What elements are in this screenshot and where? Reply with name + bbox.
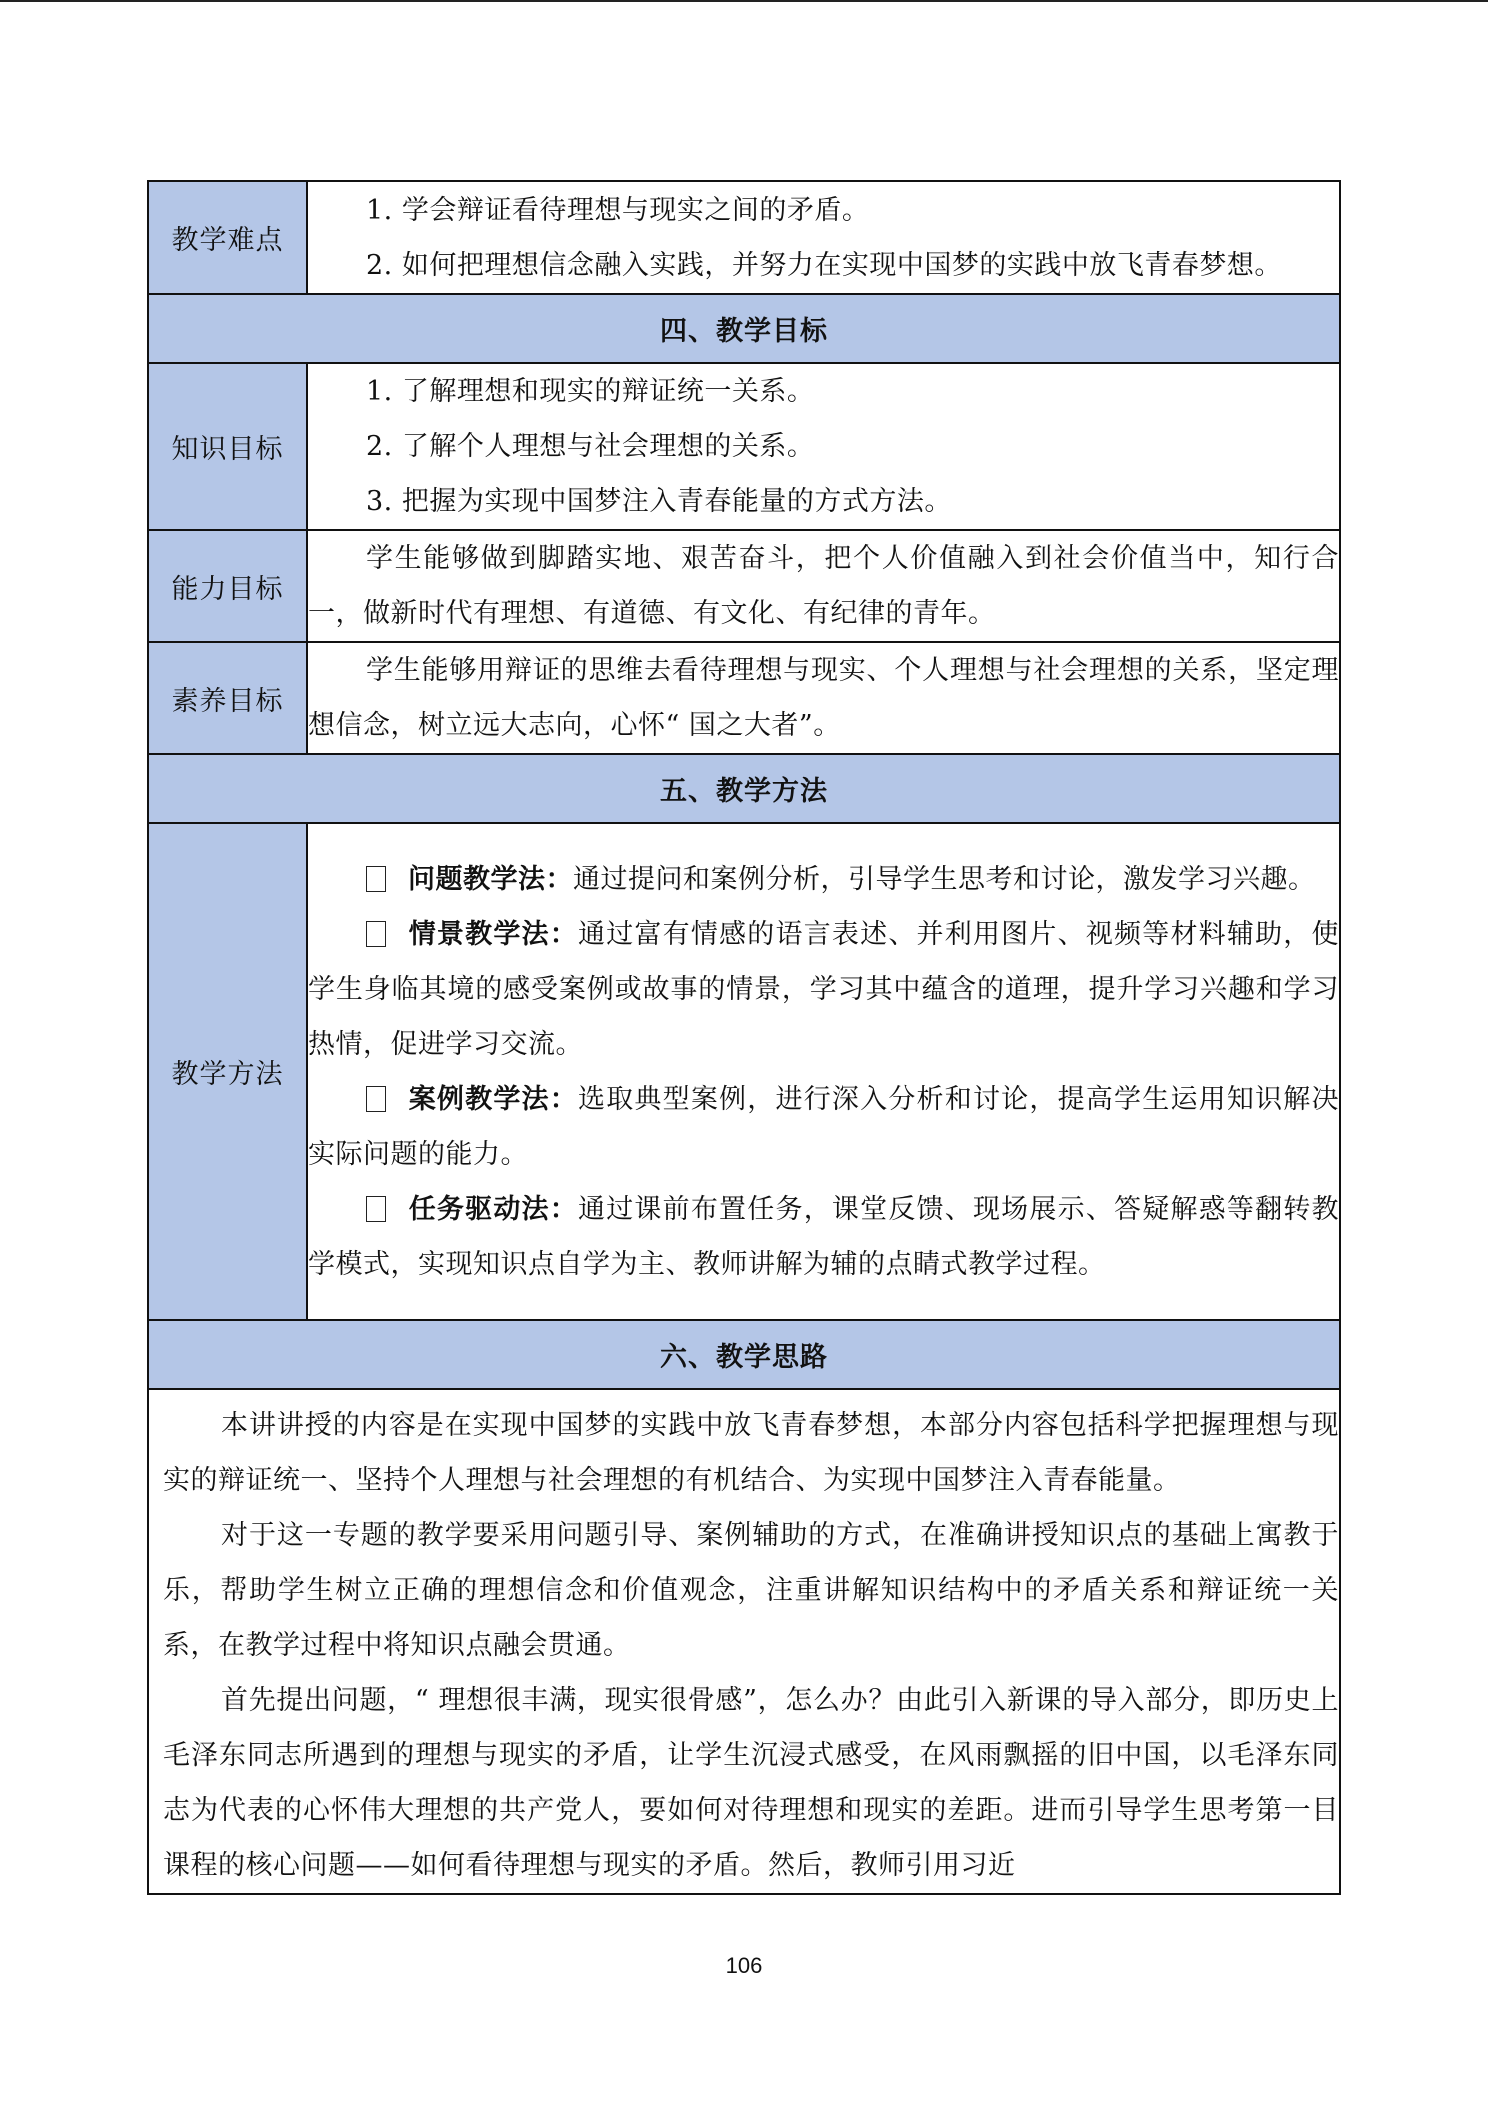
row-section-6 (148, 1320, 1340, 1389)
method-description: 选取典型案例，进行深入分析和讨论，提高学生运用知识解决实际问题的能力。 (308, 1083, 1340, 1170)
cell-teaching-difficulty (307, 181, 1340, 294)
approach-paragraph-2: 对于这一专题的教学要采用问题引导、案例辅助的方式，在准确讲授知识点的基础上寓教于乐，帮助学生树立正确的理想信念和价值观念，注重讲解知识结构中的矛盾关系和辩证统一关系，在教学过程中将知识点融会贯通。 (163, 1520, 1339, 1661)
page-number: 106 (725, 1953, 763, 1978)
difficulty-item-1: 1. 学会辩证看待理想与现实之间的矛盾。 (366, 194, 870, 226)
section-header-teaching-approach: 六、教学思路 (148, 1320, 1340, 1389)
method-term: 案例教学法： (408, 1083, 578, 1115)
method-item (308, 1182, 1339, 1292)
method-item (308, 1072, 1339, 1182)
checkbox-bullet-icon (366, 866, 386, 892)
method-term: 任务驱动法： (408, 1193, 578, 1225)
row-knowledge-goals (148, 363, 1340, 530)
knowledge-item-2: 2. 了解个人理想与社会理想的关系。 (366, 431, 815, 462)
cell-literacy-goals (307, 642, 1340, 754)
checkbox-bullet-icon (366, 1196, 386, 1222)
row-ability-goals (148, 530, 1340, 642)
cell-teaching-methods (307, 823, 1340, 1320)
label-literacy-goals: 素养目标 (148, 642, 307, 754)
cell-knowledge-goals (307, 363, 1340, 530)
checkbox-bullet-icon (366, 921, 386, 947)
knowledge-item-1: 1. 了解理想和现实的辩证统一关系。 (366, 376, 815, 407)
method-term: 情景教学法： (408, 918, 578, 950)
row-teaching-approach (148, 1389, 1340, 1894)
method-term: 问题教学法： (408, 863, 573, 895)
method-description: 通过富有情感的语言表述、并利用图片、视频等材料辅助，使学生身临其境的感受案例或故事的情景，学习其中蕴含的道理，提升学习兴趣和学习热情，促进学习交流。 (308, 918, 1340, 1060)
page-top-rule (0, 0, 1488, 2)
approach-paragraph-3: 首先提出问题，“ 理想很丰满，现实很骨感”，怎么办？由此引入新课的导入部分，即历史上毛泽东同志所遇到的理想与现实的矛盾，让学生沉浸式感受，在风雨飘摇的旧中国，以毛泽东同志为代表的心怀伟大理想的共产党人，要如何对待理想和现实的差距。进而引导学生思考第一目课程的核心问题——如何看待理想与现实的矛盾。然后，教师引用习近 (163, 1685, 1339, 1881)
method-description: 通过课前布置任务，课堂反馈、现场展示、答疑解惑等翻转教学模式，实现知识点自学为主、教师讲解为辅的点睛式教学过程。 (308, 1193, 1340, 1280)
difficulty-item-2: 2. 如何把理想信念融入实践，并努力在实现中国梦的实践中放飞青春梦想。 (366, 249, 1282, 281)
label-ability-goals: 能力目标 (148, 530, 307, 642)
section-header-teaching-goals: 四、教学目标 (148, 294, 1340, 363)
row-section-5 (148, 754, 1340, 823)
knowledge-item-3: 3. 把握为实现中国梦注入青春能量的方式方法。 (366, 486, 952, 517)
label-teaching-methods: 教学方法 (148, 823, 307, 1320)
approach-paragraph-1: 本讲讲授的内容是在实现中国梦的实践中放飞青春梦想，本部分内容包括科学把握理想与现实的辩证统一、坚持个人理想与社会理想的有机结合、为实现中国梦注入青春能量。 (163, 1410, 1339, 1496)
row-literacy-goals (148, 642, 1340, 754)
label-knowledge-goals: 知识目标 (148, 363, 307, 530)
row-teaching-methods (148, 823, 1340, 1320)
cell-ability-goals (307, 530, 1340, 642)
row-teaching-difficulty (148, 181, 1340, 294)
section-header-teaching-methods: 五、教学方法 (148, 754, 1340, 823)
checkbox-bullet-icon (366, 1086, 386, 1112)
ability-text: 学生能够做到脚踏实地、艰苦奋斗，把个人价值融入到社会价值当中，知行合一，做新时代有理想、有道德、有文化、有纪律的青年。 (308, 543, 1339, 629)
row-section-4 (148, 294, 1340, 363)
method-item (308, 907, 1339, 1072)
method-description: 通过提问和案例分析，引导学生思考和讨论，激发学习兴趣。 (573, 863, 1316, 895)
literacy-text: 学生能够用辩证的思维去看待理想与现实、个人理想与社会理想的关系，坚定理想信念，树立远大志向，心怀“ 国之大者”。 (308, 655, 1339, 741)
method-item (308, 852, 1339, 907)
lesson-plan-table (147, 180, 1341, 1895)
label-teaching-difficulty: 教学难点 (148, 181, 307, 294)
cell-teaching-approach (148, 1389, 1340, 1894)
